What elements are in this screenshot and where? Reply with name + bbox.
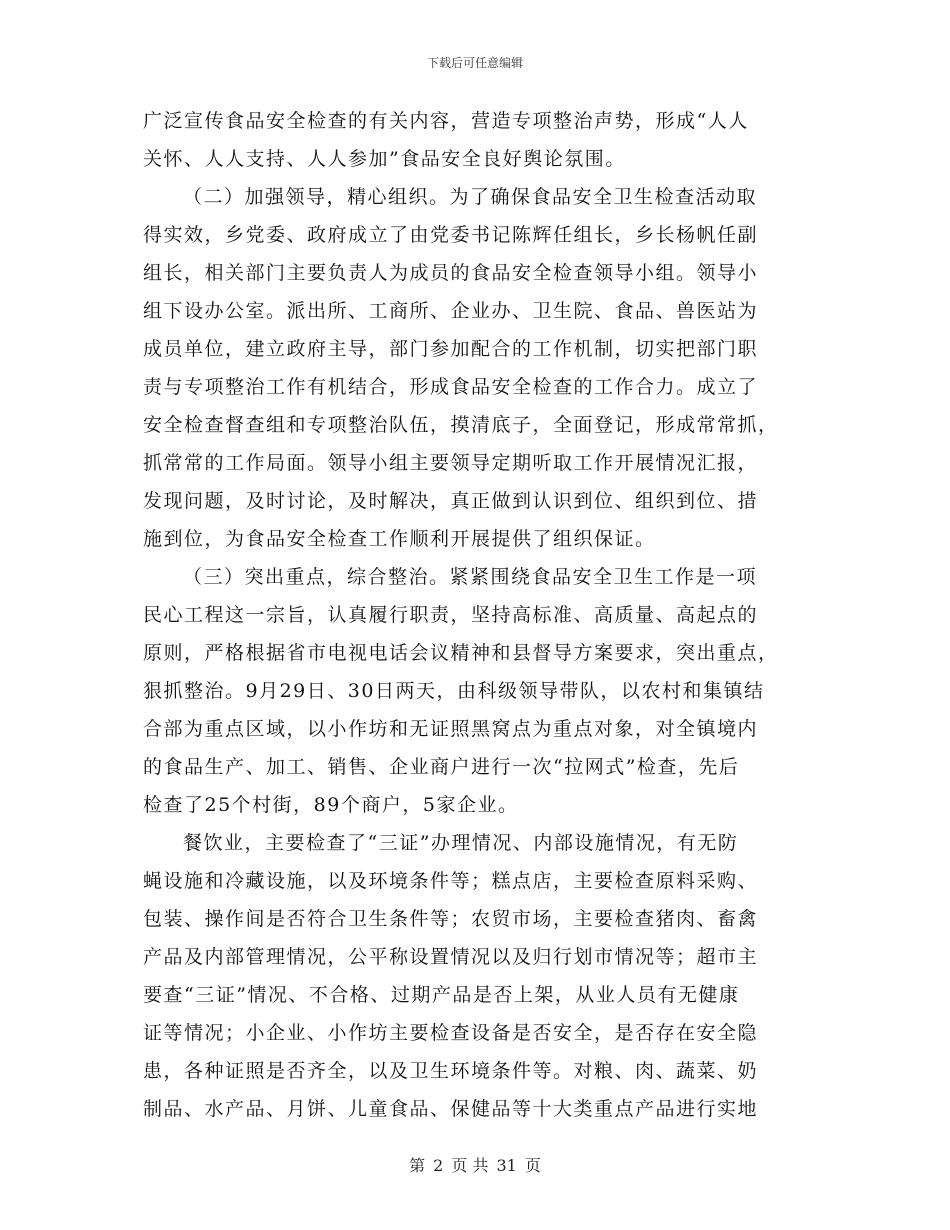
text-line: 广泛宣传食品安全检查的有关内容，营造专项整治声势，形成“人人 (143, 110, 749, 132)
text-line: 关怀、人人支持、人人参加”食品安全良好舆论氛围。 (143, 148, 626, 170)
text-line: 抓常常的工作局面。领导小组主要领导定期听取工作开展情况汇报， (143, 452, 759, 474)
text-line: 得实效，乡党委、政府成立了由党委书记陈辉任组长，乡长杨帆任副 (143, 224, 759, 246)
footer-suffix: 页 (524, 1156, 541, 1175)
text-line: 证等情况；小企业、小作坊主要检查设备是否安全，是否存在安全隐 (143, 1022, 759, 1044)
text-line: 狠抓整治。9月29日、30日两天，由科级领导带队，以农村和集镇结 (143, 680, 765, 702)
page-footer (0, 1153, 950, 1176)
page-header: 下载后可任意编辑 (426, 56, 523, 70)
text-line: 组长，相关部门主要负责人为成员的食品安全检查领导小组。领导小 (143, 262, 759, 284)
text-line: 产品及内部管理情况，公平称设置情况以及归行划市情况等；超市主 (143, 946, 759, 968)
text-line: 成员单位，建立政府主导，部门参加配合的工作机制，切实把部门职 (143, 338, 759, 360)
text-line: （三）突出重点，综合整治。紧紧围绕食品安全卫生工作是一项 (183, 566, 758, 588)
text-line: 蝇设施和冷藏设施，以及环境条件等；糕点店，主要检查原料采购、 (143, 870, 759, 892)
text-line: 检查了25个村街，89个商户，5家企业。 (143, 794, 519, 816)
text-line: 施到位，为食品安全检查工作顺利开展提供了组织保证。 (143, 528, 656, 550)
text-line: 发现问题，及时讨论，及时解决，真正做到认识到位、组织到位、措 (143, 490, 759, 512)
text-line: 患，各种证照是否齐全，以及卫生环境条件等。对粮、肉、蔬菜、奶 (143, 1060, 759, 1082)
footer-total-pages: 31 (496, 1156, 517, 1175)
text-line: （二）加强领导，精心组织。为了确保食品安全卫生检查活动取 (183, 186, 758, 208)
text-line: 餐饮业，主要检查了“三证”办理情况、内部设施情况，有无防 (183, 832, 739, 854)
text-line: 安全检查督查组和专项整治队伍，摸清底子，全面登记，形成常常抓， (143, 414, 779, 436)
text-line: 要查“三证”情况、不合格、过期产品是否上架，从业人员有无健康 (143, 984, 740, 1006)
text-line: 的食品生产、加工、销售、企业商户进行一次“拉网式”检查，先后 (143, 756, 740, 778)
text-line: 责与专项整治工作有机结合，形成食品安全检查的工作合力。成立了 (143, 376, 759, 398)
text-line: 合部为重点区域，以小作坊和无证照黑窝点为重点对象，对全镇境内 (143, 718, 759, 740)
footer-middle: 页 共 (451, 1156, 489, 1175)
text-line: 组下设办公室。派出所、工商所、企业办、卫生院、食品、兽医站为 (143, 300, 759, 322)
text-line: 包装、操作间是否符合卫生条件等；农贸市场，主要检查猪肉、畜禽 (143, 908, 759, 930)
text-line: 民心工程这一宗旨，认真履行职责，坚持高标准、高质量、高起点的 (143, 604, 759, 626)
text-line: 制品、水产品、月饼、儿童食品、保健品等十大类重点产品进行实地 (143, 1098, 759, 1120)
text-line: 原则，严格根据省市电视电话会议精神和县督导方案要求，突出重点， (143, 642, 779, 664)
document-body (143, 102, 811, 1128)
footer-prefix: 第 (409, 1156, 426, 1175)
footer-page-number: 2 (433, 1156, 444, 1175)
